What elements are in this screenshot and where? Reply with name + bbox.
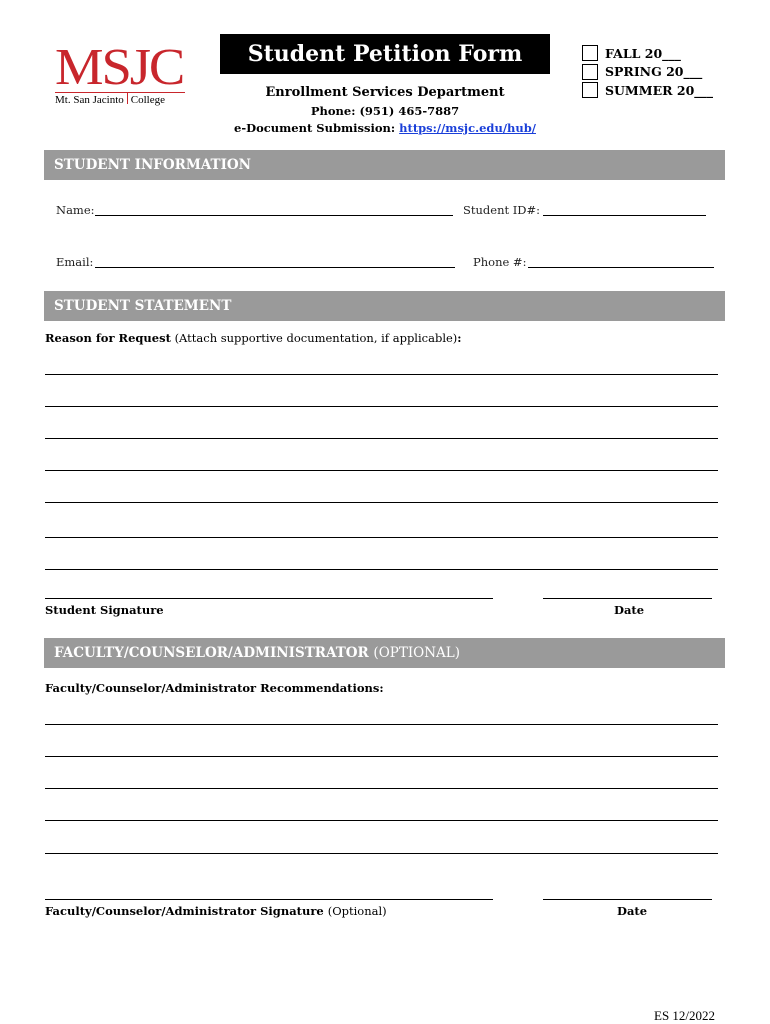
faculty-signature-optional: (Optional) <box>327 904 387 918</box>
recommendation-line-5[interactable] <box>45 853 718 854</box>
spring-checkbox[interactable] <box>582 64 598 80</box>
faculty-signature-text: Faculty/Counselor/Administrator Signature <box>45 904 324 918</box>
department-name: Enrollment Services Department <box>265 85 505 100</box>
summer-label: SUMMER 20___ <box>605 82 714 98</box>
page-title: Student Petition Form <box>220 34 550 74</box>
faculty-heading-text: FACULTY/COUNSELOR/ADMINISTRATOR <box>54 645 369 661</box>
recommendations-label: Faculty/Counselor/Administrator Recommendations: <box>45 681 384 695</box>
term-selector <box>582 44 713 100</box>
student-id-field[interactable] <box>543 215 706 216</box>
logo-subtitle-right: College <box>130 94 165 106</box>
reason-line-4[interactable] <box>45 470 718 471</box>
edoc-link[interactable]: https://msjc.edu/hub/ <box>399 121 536 135</box>
term-summer <box>582 81 713 100</box>
reason-line-1[interactable] <box>45 374 718 375</box>
phone-label: Phone #: <box>473 255 527 269</box>
department-phone: Phone: (951) 465-7887 <box>310 104 460 118</box>
reason-line-7[interactable] <box>45 569 718 570</box>
summer-checkbox[interactable] <box>582 82 598 98</box>
student-signature-field[interactable] <box>45 598 493 599</box>
msjc-logo <box>55 39 187 106</box>
recommendation-line-4[interactable] <box>45 820 718 821</box>
student-signature-label: Student Signature <box>45 603 164 617</box>
reason-note: (Attach supportive documentation, if applicable) <box>174 331 458 345</box>
recommendation-line-3[interactable] <box>45 788 718 789</box>
email-label: Email: <box>56 255 94 269</box>
reason-line-3[interactable] <box>45 438 718 439</box>
recommendation-line-1[interactable] <box>45 724 718 725</box>
faculty-signature-field[interactable] <box>45 899 493 900</box>
student-statement-heading: STUDENT STATEMENT <box>44 291 725 321</box>
reason-line-6[interactable] <box>45 537 718 538</box>
reason-colon: : <box>457 331 462 345</box>
faculty-heading-optional: (OPTIONAL) <box>373 645 461 661</box>
name-field[interactable] <box>95 215 453 216</box>
logo-subtitle <box>55 92 185 107</box>
faculty-signature-label <box>45 904 387 918</box>
reason-bold: Reason for Request <box>45 331 171 345</box>
logo-subtitle-left: Mt. San Jacinto <box>55 94 124 106</box>
spring-label: SPRING 20___ <box>605 64 703 80</box>
term-fall <box>582 44 713 63</box>
reason-line-5[interactable] <box>45 502 718 503</box>
form-code: ES 12/2022 <box>654 1008 716 1023</box>
faculty-date-field[interactable] <box>543 899 712 900</box>
fall-checkbox[interactable] <box>582 45 598 61</box>
fall-label: FALL 20___ <box>605 45 681 61</box>
edoc-label: e-Document Submission: <box>234 121 396 135</box>
student-information-heading: STUDENT INFORMATION <box>44 150 725 180</box>
term-spring <box>582 63 713 82</box>
reason-line-2[interactable] <box>45 406 718 407</box>
student-date-field[interactable] <box>543 598 712 599</box>
logo-wordmark: MSJC <box>55 39 184 96</box>
student-date-label: Date <box>614 603 645 617</box>
faculty-date-label: Date <box>617 904 648 918</box>
edoc-submission <box>170 121 600 135</box>
recommendation-line-2[interactable] <box>45 756 718 757</box>
student-id-label: Student ID#: <box>463 203 541 217</box>
faculty-heading <box>44 638 725 668</box>
reason-label <box>45 331 462 345</box>
email-field[interactable] <box>95 267 455 268</box>
name-label: Name: <box>56 203 95 217</box>
phone-field[interactable] <box>528 267 714 268</box>
